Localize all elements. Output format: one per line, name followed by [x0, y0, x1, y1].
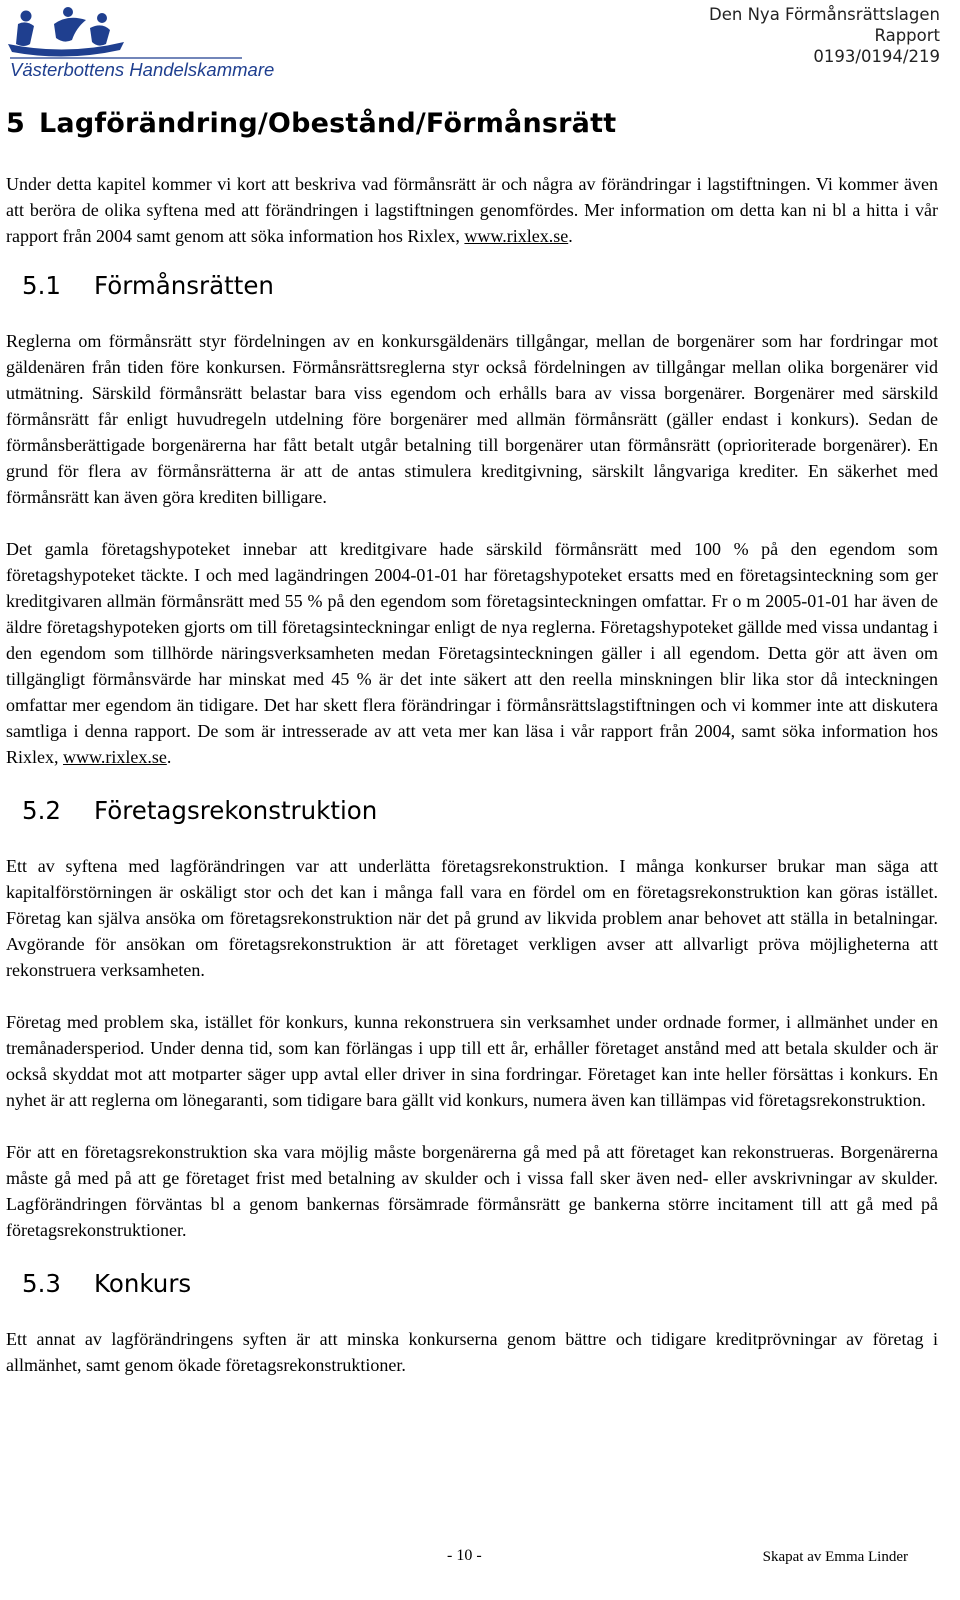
section-title: Konkurs: [94, 1269, 192, 1298]
paragraph-end: .: [166, 747, 172, 767]
doc-title: Den Nya Förmånsrättslagen: [709, 5, 940, 24]
paragraph: För att en företagsrekonstruktion ska vara möjlig måste borgenärerna gå med på att företaget kan rekonstrueras. Borgenärerna måste gå med på att ge företaget frist med betalning av skulder och i vissa fall sker även ned- eller avskrivningar av skulder. Lagförändringen förväntas bl a genom bankernas försämrade förmånsrätt ge bankerna större incitament till att gå med på företagsrekonstruktioner.: [6, 1142, 938, 1240]
paragraph: [6, 536, 938, 770]
doc-number: 0193/0194/219: [813, 47, 940, 66]
section-heading-5-2: [6, 796, 938, 825]
handelskammare-logo: [6, 4, 275, 82]
paragraph: Reglerna om förmånsrätt styr fördelningen av en konkursgäldenärs tillgångar, mellan de borgenärer som har fordringar mot gäldenären från tiden före konkursen. Förmånsrättsreglerna styr också fördelningen av tillgångar mellan olika borgenärer vid utmätning. Särskild förmånsrätt belastar bara viss egendom och erhålls bara av vissa borgenärer. Borgenärer med särskild förmånsrätt får enligt huvudregeln utdelning före borgenärer med allmän förmånsrätt (gäller endast i konkurs). Sedan de förmånsberättigade borgenärerna har fått betalt utgår betalning till borgenärer utan förmånsrätt (oprioriterade borgenärer). En grund för flera av förmånsrätterna är att de antas stimulera kreditgivning, särskilt långvariga krediter. En säkerhet med förmånsrätt kan även göra krediten billigare.: [6, 331, 938, 507]
paragraph: Företag med problem ska, istället för konkurs, kunna rekonstruera sin verksamhet under ordnade former, i allmänhet under en tremånadersperiod. Under denna tid, som kan förlängas i upp till ett år, erhåller företaget anstånd med att betala skulder och är också skyddat mot att motparter säger upp avtal eller driver in sina fordringar. Företaget kan inte heller försättas i konkurs. En nyhet är att reglerna om lönegaranti, som tidigare bara gällt vid konkurs, numera även kan tillämpas vid företagsrekonstruktion.: [6, 1012, 938, 1110]
paragraph: Ett annat av lagförändringens syften är att minska konkurserna genom bättre och tidigare kreditprövningar av företag i allmänhet, samt genom ökade företagsrekonstruktioner.: [6, 1329, 938, 1375]
page-footer: [0, 1543, 960, 1573]
section-title: Företagsrekonstruktion: [94, 796, 378, 825]
section-number: 5.1: [22, 271, 61, 300]
section-title: Förmånsrätten: [94, 271, 274, 300]
chapter-number: 5: [6, 108, 25, 139]
page-content: [6, 108, 938, 1404]
chapter-intro-text: Under detta kapitel kommer vi kort att beskriva vad förmånsrätt är och några av förändringar i lagstiftningen. Vi kommer även att beröra de olika syftena med att förändringen i lagstiftningen genomfördes. Mer information om detta kan ni bl a hitta i vår rapport från 2004 samt genom att söka information hos Rixlex,: [6, 174, 938, 246]
section-heading-5-3: [6, 1269, 938, 1298]
chapter-title: Lagförändring/Obestånd/Förmånsrätt: [39, 108, 617, 139]
section-heading-5-1: [6, 271, 938, 300]
document-meta: [709, 4, 940, 67]
rixlex-link[interactable]: www.rixlex.se: [63, 747, 167, 767]
chapter-intro: [6, 171, 938, 249]
section-number: 5.2: [22, 796, 61, 825]
section-number: 5.3: [22, 1269, 61, 1298]
chapter-intro-end: .: [568, 226, 573, 246]
author-credit: Skapat av Emma Linder: [762, 1549, 908, 1565]
paragraph: Ett av syftena med lagförändringen var att underlätta företagsrekonstruktion. I många konkurser brukar man säga att kapitalförstörningen är oskäligt stor och det kan i många fall vara en fördel om en företagsrekonstruktion kan göras istället. Företag kan själva ansöka om företagsrekonstruktion när det på grund av likvida problem anar behovet att ställa in betalningar. Avgörande för ansökan om företagsrekonstruktion är att företaget verkligen avser att allvarligt pröva möjligheterna att rekonstruera verksamheten.: [6, 856, 938, 980]
logo-text: Västerbottens Handelskammare: [10, 59, 275, 80]
page-header: [0, 0, 960, 90]
doc-type: Rapport: [874, 26, 940, 45]
page-number: - 10 -: [447, 1547, 482, 1564]
rixlex-link[interactable]: www.rixlex.se: [464, 226, 569, 246]
chapter-heading: [6, 108, 938, 139]
paragraph-text: Det gamla företagshypoteket innebar att kreditgivare hade särskild förmånsrätt med 100 % på den egendom som företagshypoteket täckte. I och med lagändringen 2004-01-01 har företagshypoteket ersatts med en företagsinteckning som ger kreditgivaren allmän förmånsrätt med 55 % på den egendom som företagsinteckningen omfattar. Fr o m 2005-01-01 har även de äldre företagshypoteken gjorts om till företagsinteckningar enligt de nya reglerna. Företagshypoteket gällde med vissa undantag i den egendom som tillhörde näringsverksamheten medan Företagsinteckningen gäller i all egendom. Detta gör att även om tillgängligt förmånsvärde har minskat med 45 % är det inte säkert att den reella minskningen blir lika stor då inteckningen omfattar mer egendom än tidigare. Det har skett flera förändringar i förmånsrättslagstiftningen och vi kommer inte att diskutera samtliga i denna rapport. De som är intresserade av att veta mer kan läsa i vår rapport från 2004, samt söka information hos Rixlex,: [6, 539, 938, 767]
